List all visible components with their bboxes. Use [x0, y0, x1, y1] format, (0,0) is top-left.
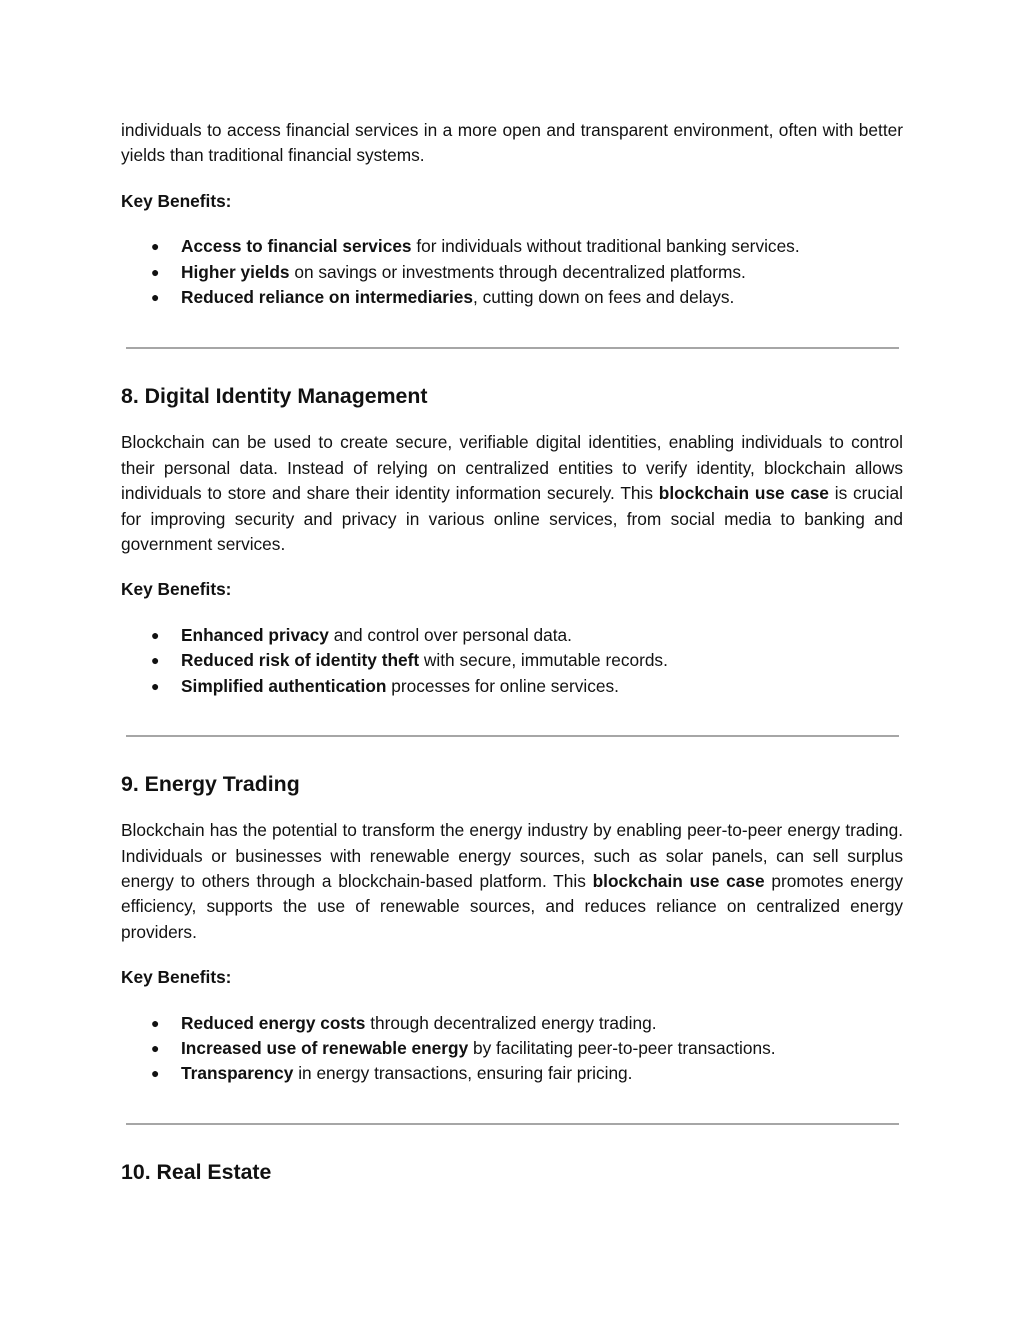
horizontal-divider: [126, 735, 899, 737]
intro-paragraph: individuals to access financial services in a more open and transparent environment, often with better yields than traditional financial systems.: [121, 120, 903, 166]
bullet-icon: ●: [151, 289, 160, 306]
bullet-icon: ●: [151, 652, 160, 669]
list-item: ● Enhanced privacy and control over personal data.: [121, 623, 903, 648]
key-benefits-label: Key Benefits:: [121, 579, 232, 600]
section-benefits-list: [121, 623, 903, 699]
horizontal-divider: [126, 347, 899, 349]
horizontal-divider: [126, 1123, 899, 1125]
key-benefits-label: Key Benefits:: [121, 967, 232, 988]
bullet-icon: ●: [151, 263, 160, 280]
list-item: ● Higher yields on savings or investments through decentralized platforms.: [121, 260, 903, 285]
section-heading: 8. Digital Identity Management: [121, 384, 428, 409]
section-paragraph: Blockchain can be used to create secure, verifiable digital identities, enabling individuals to control their personal data. Instead of relying on centralized entities to verify identity, blockchain allows individuals to store and share their identity information securely. This blockchain use case is crucial for improving security and privacy in various online services, from social media to banking and government services.: [121, 432, 903, 555]
list-item: ● Simplified authentication processes for online services.: [121, 674, 903, 699]
list-item: ● Reduced risk of identity theft with secure, immutable records.: [121, 648, 903, 673]
list-item: ● Reduced energy costs through decentralized energy trading.: [121, 1011, 903, 1036]
section-paragraph: Blockchain has the potential to transform the energy industry by enabling peer-to-peer energy trading. Individuals or businesses with renewable energy sources, such as solar panels, can sell surplus energy to others through a blockchain-based platform. This blockchain use case promotes energy efficiency, supports the use of renewable sources, and reduces reliance on centralized energy providers.: [121, 820, 903, 942]
list-item: ● Access to financial services for individuals without traditional banking services.: [121, 234, 903, 259]
bullet-icon: ●: [151, 238, 160, 255]
list-item: ● Transparency in energy transactions, ensuring fair pricing.: [121, 1061, 903, 1086]
bullet-icon: ●: [151, 1039, 160, 1056]
key-benefits-label: Key Benefits:: [121, 190, 232, 211]
bullet-icon: ●: [151, 1065, 160, 1082]
section-heading: 10. Real Estate: [121, 1159, 272, 1184]
bullet-icon: ●: [151, 677, 160, 694]
intro-benefits-list: [121, 234, 903, 310]
bullet-icon: ●: [151, 626, 160, 643]
list-item: ● Increased use of renewable energy by facilitating peer-to-peer transactions.: [121, 1036, 903, 1061]
bullet-icon: ●: [151, 1014, 160, 1031]
document-content: [121, 118, 903, 1186]
section-benefits-list: [121, 1011, 903, 1087]
list-item: ● Reduced reliance on intermediaries, cutting down on fees and delays.: [121, 285, 903, 310]
section-heading: 9. Energy Trading: [121, 772, 300, 797]
